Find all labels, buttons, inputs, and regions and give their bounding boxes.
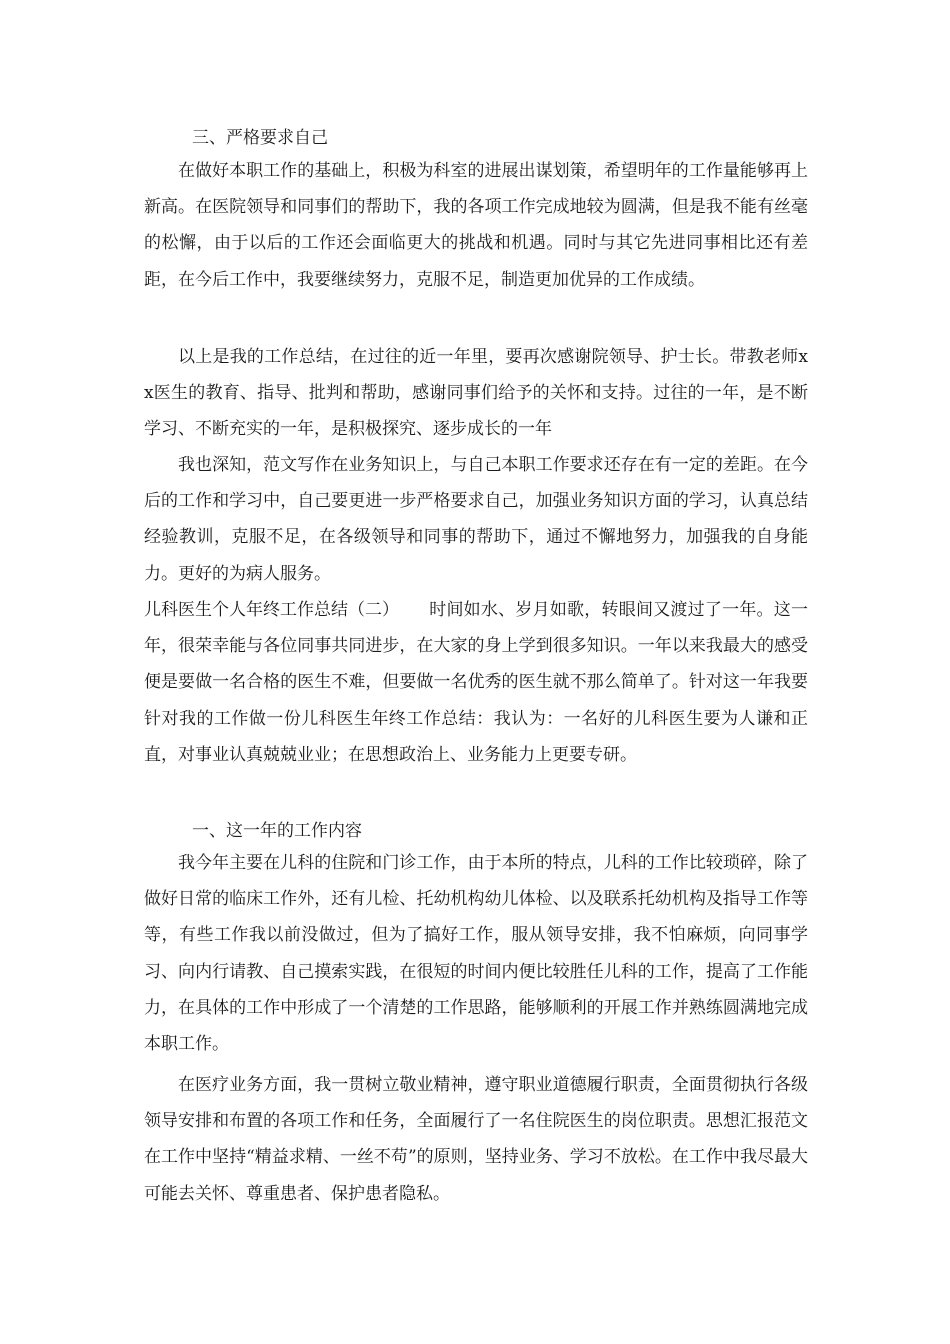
paragraph-work-goals: 在做好本职工作的基础上，积极为科室的进展出谋划策，希望明年的工作量能够再上新高。在医院领导和同事们的帮助下，我的各项工作完成地较为圆满，但是我不能有丝毫的松懈，由于以后的工作还会面临更大的挑战和机遇。同时与其它先进同事相比还有差距，在今后工作中，我要继续努力，克服不足，制造更加优异的工作成绩。 (144, 161, 808, 290)
paragraph-medical-practice: 在医疗业务方面，我一贯树立敬业精神，遵守职业道德履行职责，全面贯彻执行各级领导安排和布置的各项工作和任务，全面履行了一名住院医生的岗位职责。思想汇报范文在工作中坚持“精益求精、一丝不苟”的原则，坚持业务、学习不放松。在工作中我尽最大可能去关怀、尊重患者、保护患者隐私。 (144, 1075, 808, 1204)
section-heading-work-content: 一、这一年的工作内容 (192, 821, 362, 841)
paragraph-thanks: 以上是我的工作总结，在过往的近一年里，要再次感谢院领导、护士长。带教老师xx医生的教育、指导、批判和帮助，感谢同事们给予的关怀和支持。过往的一年，是不断学习、不断充实的一年，是积极探究、逐步成长的一年 (144, 347, 808, 440)
paragraph-work-content: 我今年主要在儿科的住院和门诊工作，由于本所的特点，儿科的工作比较琐碎，除了做好日常的临床工作外，还有儿检、托幼机构幼儿体检、以及联系托幼机构及指导工作等等，有些工作我以前没做过，但为了搞好工作，服从领导安排，我不怕麻烦，向同事学习、向内行请教、自己摸索实践，在很短的时间内便比较胜任儿科的工作，提高了工作能力，在具体的工作中形成了一个清楚的工作思路，能够顺利的开展工作并熟练圆满地完成本职工作。 (144, 853, 808, 1055)
paragraph-part2-intro (144, 592, 808, 773)
part2-title: 儿科医生个人年终工作总结（二） (144, 600, 399, 620)
section-heading-strict-requirements: 三、严格要求自己 (192, 128, 328, 148)
paragraph-self-reflection: 我也深知，范文写作在业务知识上，与自己本职工作要求还存在有一定的差距。在今后的工作和学习中，自己要更进一步严格要求自己，加强业务知识方面的学习，认真总结经验教训，克服不足，在各级领导和同事的帮助下，通过不懈地努力，加强我的自身能力。更好的为病人服务。 (144, 455, 808, 584)
part2-intro-text: 时间如水、岁月如歌，转眼间又渡过了一年。这一年，很荣幸能与各位同事共同进步，在大家的身上学到很多知识。一年以来我最大的感受便是要做一名合格的医生不难，但要做一名优秀的医生就不那么简单了。针对这一年我要针对我的工作做一份儿科医生年终工作总结：我认为：一名好的儿科医生要为人谦和正直，对事业认真兢兢业业；在思想政治上、业务能力上更要专研。 (144, 600, 808, 765)
